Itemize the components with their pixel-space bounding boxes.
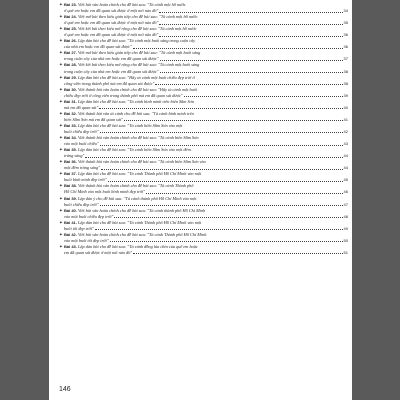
toc-entry[interactable] <box>60 87 348 99</box>
bullet-star-icon: ✦ <box>59 98 63 104</box>
toc-entry-text: mà em đã quan sát" <box>64 104 99 110</box>
toc-entry[interactable] <box>60 220 348 232</box>
book-page <box>49 0 352 400</box>
toc-entry[interactable] <box>60 208 348 220</box>
toc-entry[interactable] <box>60 99 348 111</box>
toc-entry-number: Bài 33. <box>64 122 77 128</box>
bullet-star-icon: ✦ <box>59 171 63 177</box>
toc-entry-page: 48 <box>343 213 348 219</box>
toc-entry-text: Lập dàn bài cho đề bài sau: "Tả cảnh biển Sầm Sơn vào một <box>77 122 183 128</box>
toc-entry-page: 38 <box>343 68 348 74</box>
toc-entry-number: Bài 25. <box>64 26 77 32</box>
toc-entry[interactable] <box>60 14 348 26</box>
toc-entry-page: 43 <box>343 141 348 147</box>
toc-entry-text: Viết bài văn hoàn chỉnh cho đề bài sau: "Tả cảnh Thành phố Hồ Chí Minh <box>77 231 207 237</box>
toc-entry-number: Bài 40. <box>64 207 77 213</box>
toc-entry-page: 34 <box>343 8 348 14</box>
toc-entry[interactable] <box>60 50 348 62</box>
toc-entry[interactable] <box>60 159 348 171</box>
bullet-star-icon: ✦ <box>59 159 63 165</box>
dot-leader <box>133 250 342 254</box>
toc-entry-text: buổi chiều đẹp trời" <box>64 201 99 207</box>
toc-entry-text: một đêm trăng sáng" <box>64 165 101 171</box>
toc-entry-number: Bài 32. <box>64 110 77 116</box>
toc-entry-text: Hồ Chí Minh vào một buổi bình minh đẹp trời" <box>64 189 146 195</box>
toc-entry-text: buổi tối đẹp trời" <box>64 225 94 231</box>
toc-entry-number: Bài 23. <box>64 2 77 7</box>
toc-entry-text: Viết thành bài văn hoàn chỉnh cho đề bài sau: "Tả cảnh biển Sầm Sơn vào <box>77 159 206 165</box>
toc-entry-number: Bài 36. <box>64 159 77 165</box>
toc-entry[interactable] <box>60 75 348 87</box>
toc-entry-number: Bài 28. <box>64 62 77 68</box>
dot-leader <box>100 202 343 206</box>
toc-entry-text: trong cuộn cây của nhà em hoặc em đã quan sát được" <box>64 56 159 62</box>
dot-leader <box>160 56 343 60</box>
dot-leader <box>114 214 342 218</box>
dot-leader <box>108 177 343 181</box>
toc-entry-number: Bài 29. <box>64 74 77 80</box>
toc-entry-text: Lập dàn bài cho đề bài sau: "Tả cảnh biển Sầm Sơn vào một đêm <box>77 147 191 153</box>
bullet-star-icon: ✦ <box>59 62 63 68</box>
toc-entry[interactable] <box>60 26 348 38</box>
toc-entry-text: Viết kết bài theo kiểu mở rộng cho đề bài sau: "Tả cảnh một buổi sáng <box>77 62 200 68</box>
bullet-star-icon: ✦ <box>59 110 63 116</box>
dot-leader <box>160 69 343 73</box>
toc-entry-page: 41 <box>343 116 348 122</box>
toc-entry-page: 44 <box>343 153 348 159</box>
toc-entry-text: ở quê em hoặc em đã quan sát được ở một nơi nào đó" <box>64 8 159 14</box>
dot-leader <box>159 8 342 12</box>
toc-entry-text: biển Sầm Sơn mà em đã quan sát" <box>64 116 123 122</box>
toc-entry-page: 36 <box>343 44 348 50</box>
dot-leader <box>100 129 343 133</box>
toc-entry-page: 36 <box>343 32 348 38</box>
bullet-star-icon: ✦ <box>59 231 63 237</box>
toc-entry-text: Viết thành bài văn tả cảnh cho đề bài sau: "Tả cảnh bình minh trên <box>77 110 194 116</box>
toc-entry-number: Bài 43. <box>64 243 77 249</box>
toc-entry-number: Bài 27. <box>64 50 77 56</box>
toc-entry-text: Lập dàn bài cho đề bài sau: "Tả cảnh một buổi sáng trong cuộn cây <box>77 38 196 44</box>
bullet-star-icon: ✦ <box>59 38 63 44</box>
toc-entry-text: công viên trong thành phố mà em đã quan sát được" <box>64 80 155 86</box>
toc-entry-text: Lập dàn bài cho đề bài sau: "Tả cảnh đồng lúa chín của quê em hoặc <box>77 243 198 249</box>
toc-entry-text: Lập dàn ý cho đề bài sau: "Tả cảnh thành phố Hồ Chí Minh vào một <box>77 195 197 201</box>
toc-entry-page: 50 <box>343 237 348 243</box>
toc-entry-page: 39 <box>343 92 348 98</box>
viewer-margin-right <box>352 0 400 400</box>
bullet-star-icon: ✦ <box>59 243 63 249</box>
dot-leader <box>100 141 343 145</box>
bullet-star-icon: ✦ <box>59 207 63 213</box>
toc-entry[interactable] <box>60 147 348 159</box>
toc-entry-text: buổi bình minh đẹp trời" <box>64 177 107 183</box>
toc-entry-text: Viết kết bài theo kiểu mở rộng cho đề bài sau: "Tả cảnh một hồ nước <box>77 26 197 32</box>
dot-leader <box>101 165 342 169</box>
toc-entry-number: Bài 37. <box>64 171 77 177</box>
dot-leader <box>155 81 342 85</box>
bullet-star-icon: ✦ <box>59 50 63 56</box>
toc-entry-number: Bài 38. <box>64 183 77 189</box>
bullet-star-icon: ✦ <box>59 135 63 141</box>
toc-entry-page: 44 <box>343 165 348 171</box>
toc-entry-text: Lập dàn bài cho đề bài sau: "Tả cảnh Thành phố Hồ Chí Minh vào một <box>77 219 202 225</box>
bullet-star-icon: ✦ <box>59 195 63 201</box>
dot-leader <box>146 189 342 193</box>
toc-entry-number: Bài 30. <box>64 86 77 92</box>
toc-entry-text: Lập dàn bài cho đề bài sau: "Tả cảnh Thành phố Hồ Chí Minh vào một <box>77 171 202 177</box>
toc-entry-page: 46 <box>343 189 348 195</box>
toc-entry[interactable] <box>60 123 348 135</box>
toc-entry[interactable] <box>60 62 348 74</box>
bullet-star-icon: ✦ <box>59 26 63 32</box>
dot-leader <box>110 238 343 242</box>
toc-entry-text: ở quê em hoặc em đã quan sát được ở một nơi nào đó" <box>64 32 159 38</box>
toc-entry-page: 51 <box>343 249 348 255</box>
toc-entry-text: vào một buổi tối đẹp trời" <box>64 237 109 243</box>
toc-entry-page: 45 <box>343 177 348 183</box>
bullet-star-icon: ✦ <box>59 2 63 7</box>
toc-entry[interactable] <box>60 196 348 208</box>
toc-entry-page: 35 <box>343 20 348 26</box>
toc-entry-text: Viết bài văn hoàn chỉnh cho đề bài sau: "Tả cảnh một hồ nước <box>77 2 186 7</box>
bullet-star-icon: ✦ <box>59 219 63 225</box>
toc-entry-number: Bài 31. <box>64 98 77 104</box>
toc-entry-text: vào một buổi chiều" <box>64 141 99 147</box>
dot-leader <box>124 117 343 121</box>
page-number: 146 <box>59 386 71 393</box>
dot-leader <box>85 153 342 157</box>
toc-entry-page: 42 <box>343 128 348 134</box>
dot-leader <box>133 44 343 48</box>
dot-leader <box>95 226 343 230</box>
bullet-star-icon: ✦ <box>59 122 63 128</box>
toc-entry[interactable] <box>60 244 348 256</box>
toc-entry-text: Lập dàn bài cho đề bài sau: "Hãy tả cảnh một buổi chiều đẹp trời ở <box>77 74 195 80</box>
toc-entry-number: Bài 42. <box>64 231 77 237</box>
toc-entry[interactable] <box>60 38 348 50</box>
toc-entry[interactable] <box>60 183 348 195</box>
dot-leader <box>99 105 342 109</box>
toc-entry-text: Viết thành bài văn hoàn chỉnh cho đề bài sau: "Tả cảnh biển Sầm Sơn <box>77 135 199 141</box>
toc-entry-text: của nhà em hoặc em đã quan sát được" <box>64 44 133 50</box>
toc-entry-text: Viết thành bài văn hoàn chỉnh cho đề bài sau: "Tả cảnh Thành phố <box>77 183 194 189</box>
bullet-star-icon: ✦ <box>59 183 63 189</box>
toc-entry-number: Bài 26. <box>64 38 77 44</box>
toc-entry[interactable] <box>60 2 348 14</box>
toc-entry-page: 47 <box>343 201 348 207</box>
toc-entry-text: Viết thành bài văn hoàn chỉnh cho đề bài sau: "Hãy tả cảnh một buổi <box>77 86 198 92</box>
toc-entry-text: trong cuộn cây của nhà em hoặc em đã quan sát được" <box>64 68 159 74</box>
table-of-contents <box>60 2 348 256</box>
toc-entry-last-line <box>64 250 348 256</box>
bullet-star-icon: ✦ <box>59 74 63 80</box>
toc-entry-text: chiều đẹp trời ở công viên trong thành phố mà em đã quan sát được" <box>64 92 183 98</box>
dot-leader <box>184 93 343 97</box>
toc-entry-number: Bài 34. <box>64 135 77 141</box>
toc-entry[interactable] <box>60 111 348 123</box>
toc-entry-page: 37 <box>343 56 348 62</box>
toc-entry-text: vào một buổi chiều đẹp trời" <box>64 213 114 219</box>
viewer-margin-left <box>0 0 49 400</box>
dot-leader <box>159 32 342 36</box>
toc-entry[interactable] <box>60 135 348 147</box>
toc-entry[interactable] <box>60 232 348 244</box>
toc-entry-text: Viết mở bài theo kiểu gián tiếp cho đề bài sau: "Tả cảnh một buổi sáng <box>77 50 201 56</box>
toc-entry-text: trăng sáng" <box>64 153 85 159</box>
toc-entry-page: 49 <box>343 225 348 231</box>
bullet-star-icon: ✦ <box>59 86 63 92</box>
toc-entry-text: Lập dàn bài cho đề bài sau: "Tả cảnh bình minh trên biển Sầm Sơn <box>77 98 195 104</box>
toc-entry-number: Bài 35. <box>64 147 77 153</box>
toc-entry-page: 38 <box>343 80 348 86</box>
toc-entry-number: Bài 24. <box>64 14 77 20</box>
toc-entry-number: Bài 41. <box>64 219 77 225</box>
dot-leader <box>159 20 342 24</box>
bullet-star-icon: ✦ <box>59 14 63 20</box>
toc-entry-number: Bài 39. <box>64 195 77 201</box>
toc-entry-text: buổi chiều đẹp trời" <box>64 128 99 134</box>
toc-entry-page: 40 <box>343 104 348 110</box>
toc-entry-text: Viết bài văn hoàn chỉnh cho đề bài sau: "Tả cảnh thành phố Hồ Chí Minh <box>77 207 206 213</box>
bullet-star-icon: ✦ <box>59 147 63 153</box>
toc-entry-text: Viết mở bài theo kiểu gián tiếp cho đề bài sau: "Tả cảnh một hồ nước <box>77 14 198 20</box>
toc-entry[interactable] <box>60 171 348 183</box>
toc-entry-text: em đã quan sát được ở một nơi nào đó" <box>64 249 133 255</box>
toc-entry-text: ở quê em hoặc em đã quan sát được ở một nơi nào đó" <box>64 20 159 26</box>
